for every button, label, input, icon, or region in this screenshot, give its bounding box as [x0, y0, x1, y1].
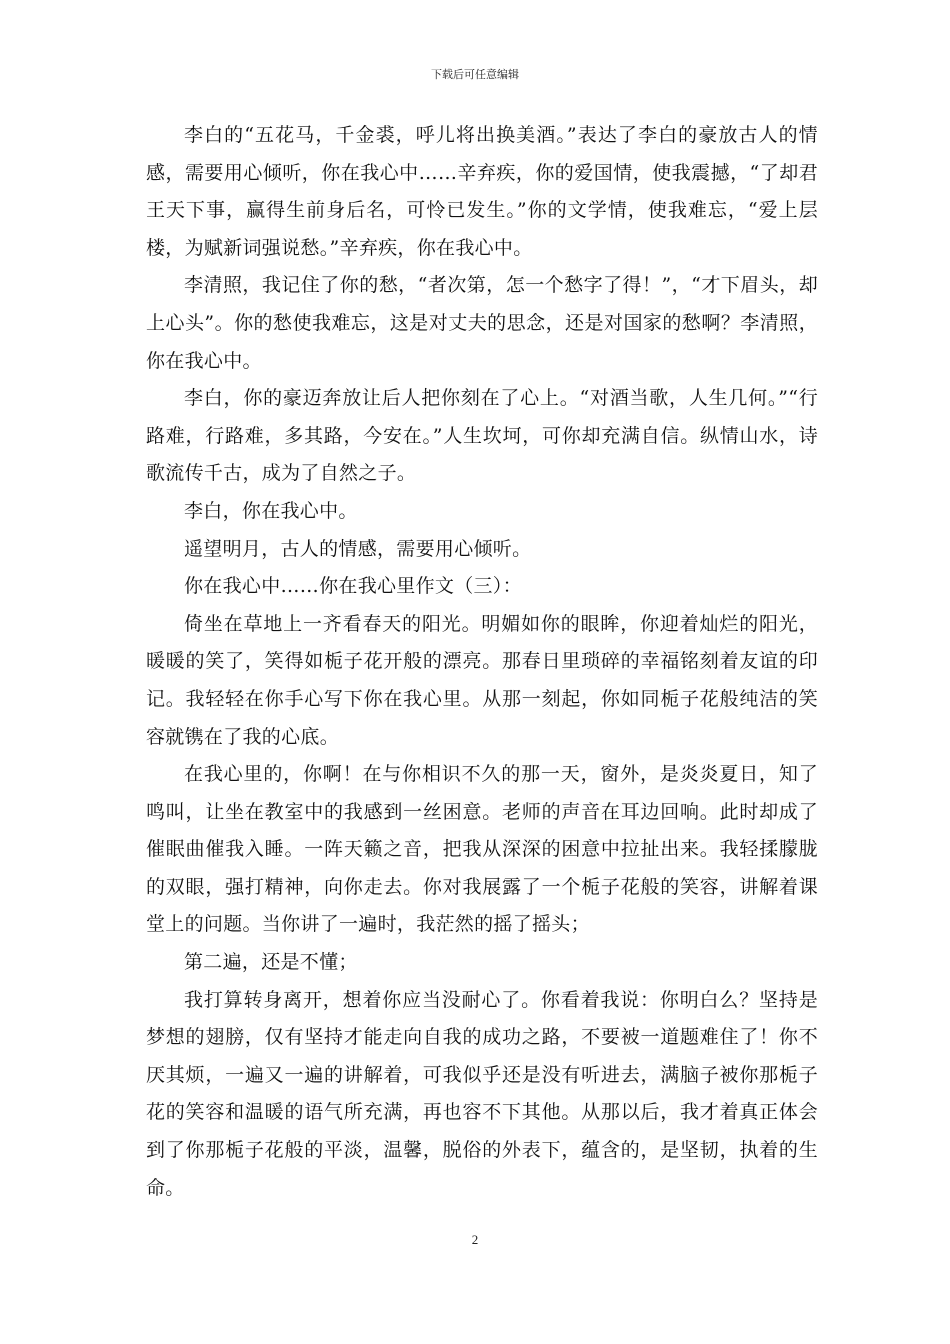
paragraph: 李清照，我记住了你的愁，“者次第，怎一个愁字了得！”，“才下眉头，却上心头”。你的愁使我难忘，这是对丈夫的思念，还是对国家的愁啊？李清照，你在我心中。 [146, 274, 818, 372]
paragraph: 第二遍，还是不懂； [184, 951, 358, 974]
paragraph: 在我心里的，你啊！在与你相识不久的那一天，窗外，是炎炎夏日，知了鸣叫，让坐在教室中的我感到一丝困意。老师的声音在耳边回响。此时却成了催眠曲催我入睡。一阵天籁之音，把我从深深的困意中拉扯出来。我轻揉朦胧的双眼，强打精神，向你走去。你对我展露了一个栀子花般的笑容，讲解着课堂上的问题。当你讲了一遍时，我茫然的摇了摇头； [146, 763, 818, 936]
page-header: 下载后可任意编辑 [431, 68, 519, 81]
paragraph: 我打算转身离开，想着你应当没耐心了。你看着我说：你明白么？坚持是梦想的翅膀，仅有坚持才能走向自我的成功之路，不要被一道题难住了！你不厌其烦，一遍又一遍的讲解着，可我似乎还是没有听进去，满脑子被你那栀子花的笑容和温暖的语气所充满，再也容不下其他。从那以后，我才着真正体会到了你那栀子花般的平淡，温馨，脱俗的外表下，蕴含的，是坚韧，执着的生命。 [146, 988, 818, 1199]
paragraph: 倚坐在草地上一齐看春天的阳光。明媚如你的眼眸，你迎着灿烂的阳光，暖暖的笑了，笑得如栀子花开般的漂亮。那春日里琐碎的幸福铭刻着友谊的印记。我轻轻在你手心写下你在我心里。从那一刻起，你如同栀子花般纯洁的笑容就镌在了我的心底。 [146, 612, 818, 748]
paragraph: 李白，你在我心中。 [184, 499, 358, 522]
section-heading: 你在我心中……你在我心里作文（三）： [184, 575, 522, 598]
paragraph: 李白，你的豪迈奔放让后人把你刻在了心上。“对酒当歌，人生几何。”“行路难，行路难，多其路，今安在。”人生坎坷，可你却充满自信。纵情山水，诗歌流传千古，成为了自然之子。 [146, 387, 818, 485]
page-number: 2 [471, 1232, 479, 1247]
body-text [146, 117, 818, 1207]
paragraph: 李白的“五花马，千金裘，呼儿将出换美酒。”表达了李白的豪放古人的情感，需要用心倾听，你在我心中……辛弃疾，你的爱国情，使我震撼，“了却君王天下事，赢得生前身后名，可怜已发生。”你的文学情，使我难忘，“爱上层楼，为赋新词强说愁。”辛弃疾，你在我心中。 [146, 124, 818, 259]
paragraph: 遥望明月，古人的情感，需要用心倾听。 [184, 537, 532, 560]
